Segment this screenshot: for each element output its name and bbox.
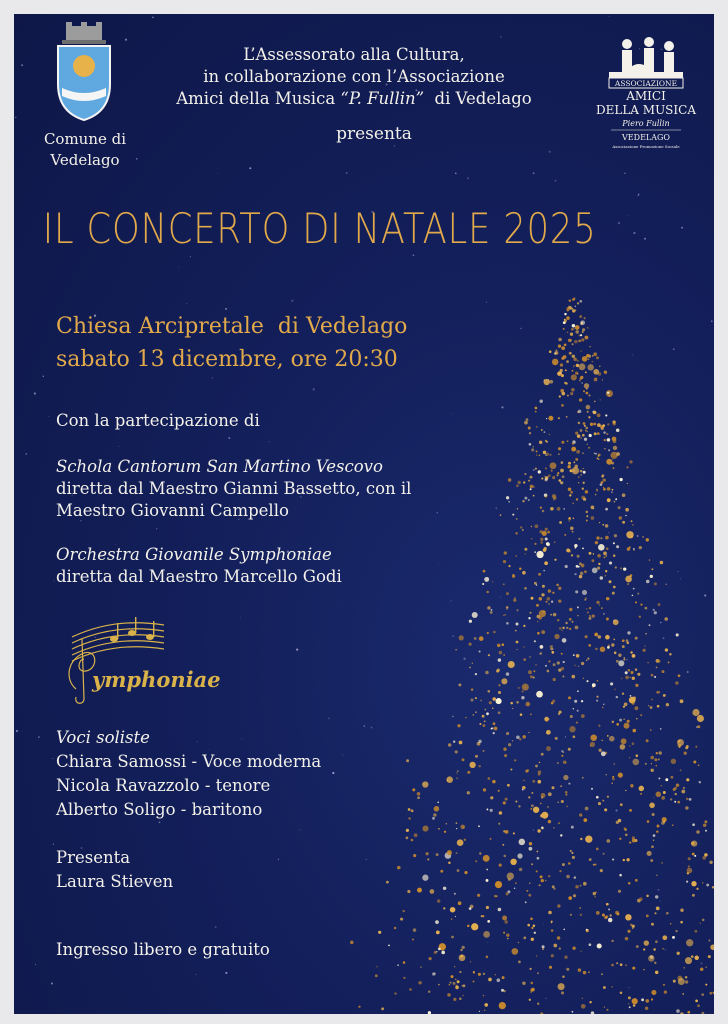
orchestra-block [56, 544, 342, 588]
soloists-block [56, 726, 321, 822]
orchestra-line2: diretta dal Maestro Marcello Godi [56, 567, 342, 586]
venue-block [56, 310, 407, 376]
orchestra-name: Orchestra Giovanile Symphoniae [56, 545, 332, 564]
logo-text-della-musica: DELLA MUSICA [595, 103, 697, 117]
entry-note: Ingresso libero e gratuito [56, 940, 270, 959]
logo-text-piero-fullin: Piero Fullin [622, 119, 670, 128]
choir-name: Schola Cantorum San Martino Vescovo [56, 457, 383, 476]
soloist-2: Nicola Ravazzolo - tenore [56, 776, 271, 795]
logo-text-vedelago: VEDELAGO [622, 133, 670, 142]
intro-text [144, 44, 564, 110]
presenter-name: Laura Stieven [56, 872, 174, 891]
intro-line3 [144, 88, 564, 110]
comune-line1: Comune di [43, 130, 127, 148]
intro-line1: L’Assessorato alla Cultura, [243, 45, 465, 64]
presenter-block [56, 846, 173, 894]
logo-text-aps: Associazione Promozione Sociale [612, 144, 680, 149]
venue-date: sabato 13 dicembre, ore 20:30 [56, 347, 398, 372]
choir-block [56, 456, 411, 522]
symphoniae-logo-text: ymphoniae [92, 667, 221, 692]
intro-line3-prefix: Amici della Musica [176, 89, 341, 108]
venue-place: Chiesa Arcipretale di Vedelago [56, 314, 408, 339]
association-logo [579, 30, 709, 158]
soloist-3: Alberto Soligo - baritono [56, 800, 263, 819]
intro-line3-name: “P. Fullin” [340, 89, 425, 108]
logo-text-amici: AMICI [626, 89, 666, 103]
poster [14, 14, 714, 1014]
presenter-heading: Presenta [56, 848, 131, 867]
comune-label [32, 129, 138, 171]
soloists-heading: Voci soliste [56, 728, 150, 747]
soloist-1: Chiara Samossi - Voce moderna [56, 752, 322, 771]
comune-crest-icon [54, 22, 114, 122]
participation-label: Con la partecipazione di [56, 411, 260, 430]
logo-text-associazione: ASSOCIAZIONE [614, 79, 678, 88]
concert-title: IL CONCERTO DI NATALE 2025 [42, 204, 597, 253]
choir-line3: Maestro Giovanni Campello [56, 501, 289, 520]
intro-line2: in collaborazione con l’Associazione [203, 67, 505, 86]
presenta-text: presenta [336, 124, 412, 144]
choir-line2: diretta dal Maestro Gianni Bassetto, con il [56, 479, 412, 498]
comune-line2: Vedelago [50, 151, 120, 169]
intro-line3-suffix: di Vedelago [424, 89, 532, 108]
symphoniae-logo [54, 609, 244, 704]
